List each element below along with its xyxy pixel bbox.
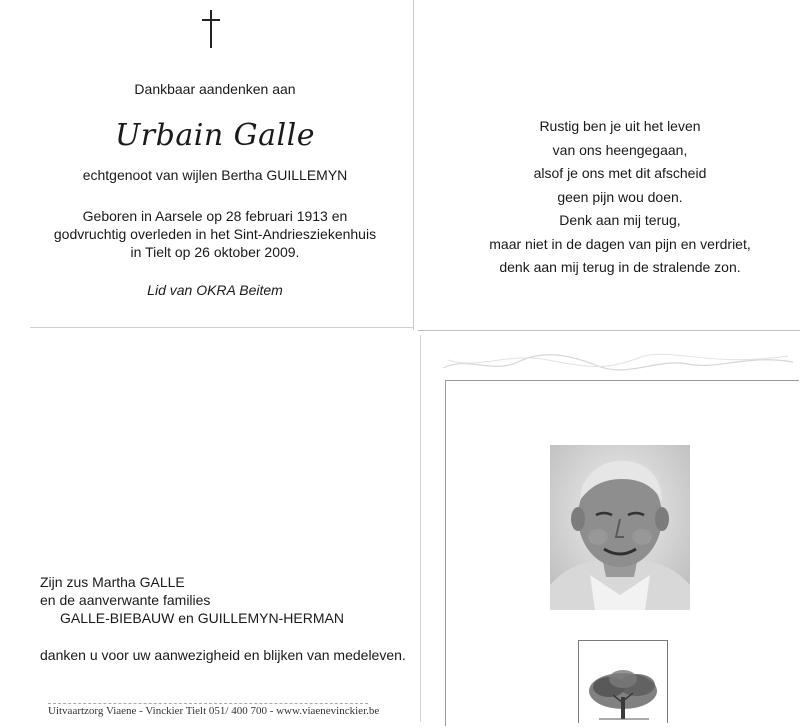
fold-line-vertical-top (413, 0, 414, 330)
poem-line-7: denk aan mij terug in de stralende zon. (499, 259, 741, 275)
family-line-1: Zijn zus Martha GALLE (40, 574, 185, 590)
tree-frame (578, 640, 668, 723)
family-line-3: GALLE-BIEBAUW en GUILLEMYN-HERMAN (60, 610, 344, 626)
fold-line-horizontal-left (30, 327, 413, 328)
birth-death-line-2: godvruchtig overleden in het Sint-Andriesziekenhuis (53, 226, 377, 242)
poem-line-2: van ons heengegaan, (552, 141, 688, 158)
fold-line-horizontal-right (418, 330, 800, 331)
poem (450, 115, 790, 280)
decorative-border-scribble (438, 348, 798, 376)
footer-divider (48, 703, 368, 704)
portrait-photo (550, 445, 690, 610)
fold-line-vertical-bottom (420, 335, 421, 722)
funeral-home-footer: Uitvaartzorg Viaene - Vinckier Tielt 051/ 400 700 - www.viaenevinckier.be (48, 705, 380, 717)
poem-line-3: alsof je ons met dit afscheid (533, 165, 707, 181)
poem-line-5: Denk aan mij terug, (559, 212, 681, 228)
birth-death-line-1: Geboren in Aarsele op 28 februari 1913 en (82, 208, 348, 224)
deceased-name: Urbain Galle (115, 118, 315, 153)
poem-line-4: geen pijn wou doen. (557, 188, 683, 205)
poem-line-6: maar niet in de dagen van pijn en verdriet, (489, 235, 751, 252)
birth-death-line-3: in Tielt op 26 oktober 2009. (130, 244, 300, 260)
tree-icon (579, 641, 667, 723)
family-line-2: en de aanverwante families (40, 592, 211, 608)
memorial-header: Dankbaar aandenken aan (134, 81, 296, 97)
cross-icon (200, 10, 222, 48)
membership-line: Lid van OKRA Beitem (147, 282, 283, 298)
spouse-line: echtgenoot van wijlen Bertha GUILLEMYN (82, 167, 348, 183)
poem-line-1: Rustig ben je uit het leven (539, 118, 701, 134)
thanks-line: danken u voor uw aanwezigheid en blijken van medeleven. (40, 647, 406, 663)
